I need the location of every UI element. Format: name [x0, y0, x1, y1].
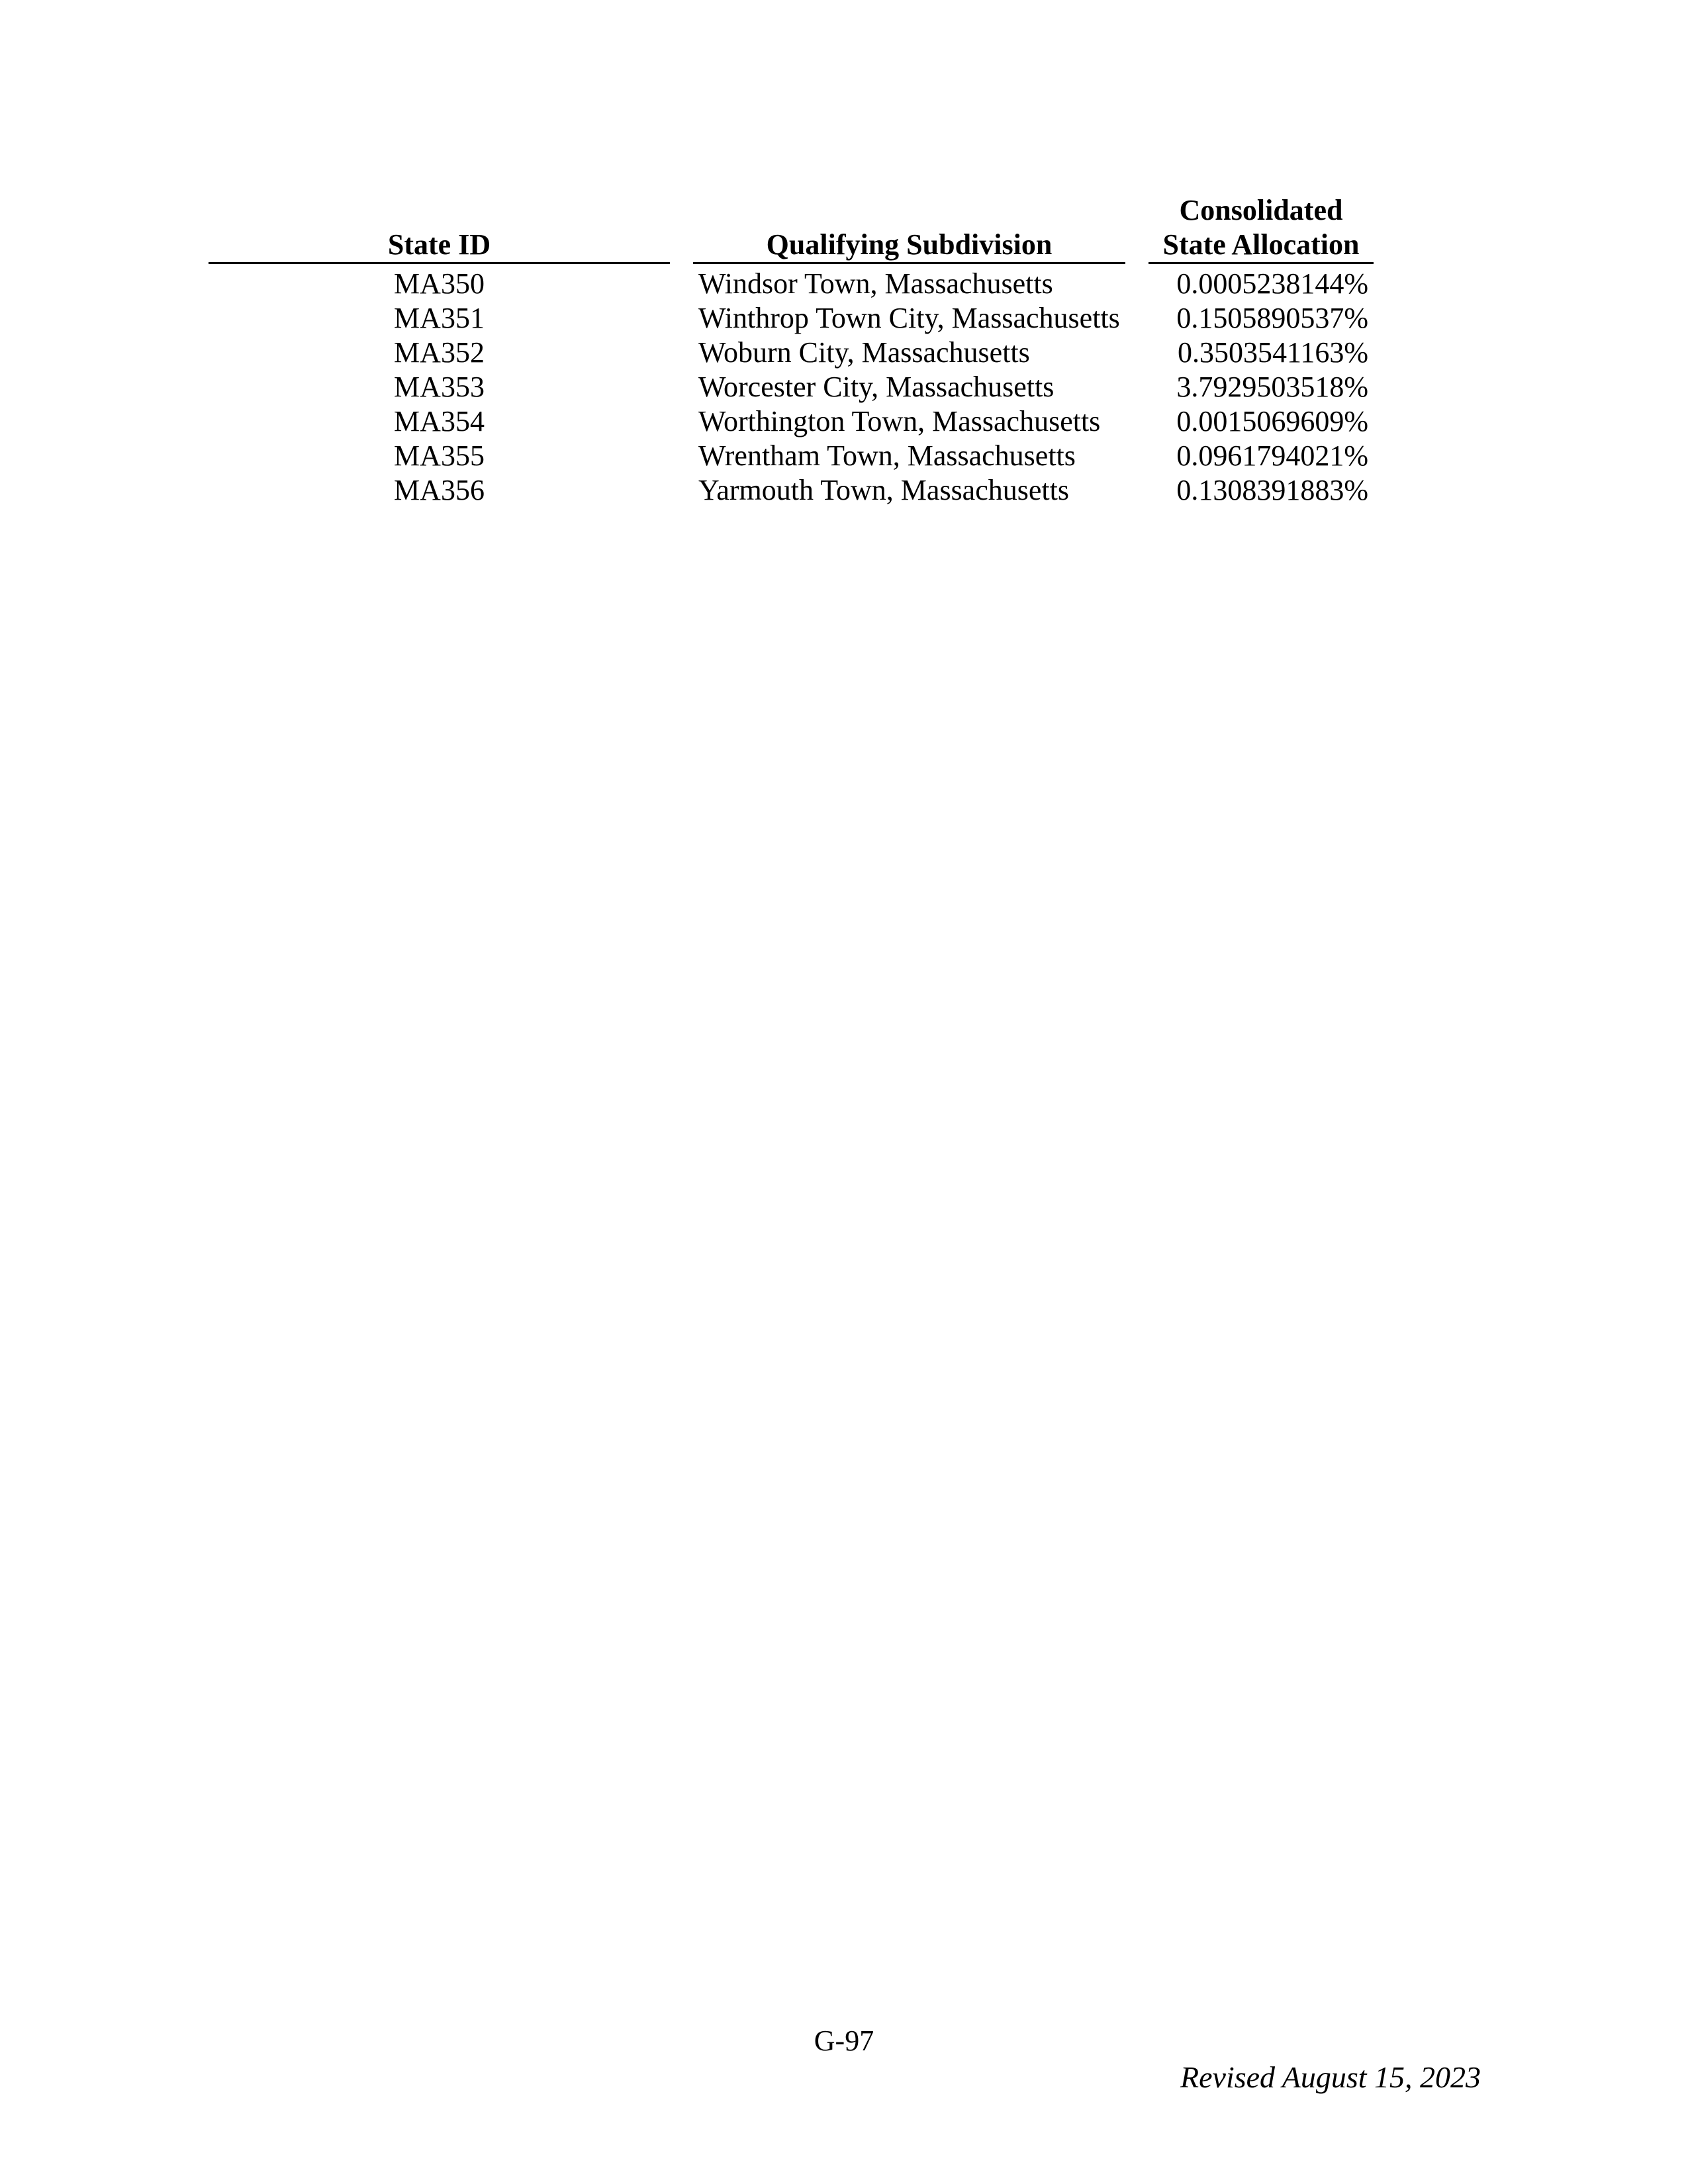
subdivision-cell: Woburn City, Massachusetts	[698, 336, 1030, 369]
allocation-cell: 0.0015069609%	[1176, 405, 1368, 437]
page-number: G-97	[814, 2025, 874, 2057]
state-id-cell: MA356	[394, 474, 485, 506]
table-row	[209, 404, 1374, 439]
table-row	[209, 370, 1374, 404]
state-id-cell: MA352	[394, 336, 485, 369]
subdivision-cell: Wrentham Town, Massachusetts	[698, 439, 1076, 472]
table-row	[209, 264, 1374, 301]
table-row	[209, 336, 1374, 370]
subdivision-cell: Worcester City, Massachusetts	[698, 371, 1055, 403]
subdivision-cell: Winthrop Town City, Massachusetts	[698, 302, 1120, 334]
allocation-table	[209, 193, 1374, 508]
allocation-cell: 0.1308391883%	[1176, 474, 1368, 506]
header-state-id: State ID	[209, 193, 670, 264]
state-id-cell: MA355	[394, 439, 485, 472]
header-allocation-line1: Consolidated	[1179, 194, 1343, 226]
header-qualifying-subdivision: Qualifying Subdivision	[693, 193, 1125, 264]
allocation-table-container	[209, 193, 1374, 508]
subdivision-cell: Worthington Town, Massachusetts	[698, 405, 1101, 437]
state-id-cell: MA354	[394, 405, 485, 437]
revised-date: Revised August 15, 2023	[1180, 2060, 1481, 2094]
table-row	[209, 473, 1374, 508]
allocation-cell: 0.0005238144%	[1176, 267, 1368, 300]
state-id-cell: MA351	[394, 302, 485, 334]
table-row	[209, 439, 1374, 473]
state-id-cell: MA350	[394, 267, 485, 300]
allocation-cell: 0.0961794021%	[1176, 439, 1368, 472]
header-allocation-line2: State Allocation	[1162, 228, 1360, 261]
allocation-cell: 0.1505890537%	[1176, 302, 1368, 334]
header-consolidated-state-allocation	[1149, 193, 1374, 264]
allocation-cell: 3.7929503518%	[1176, 371, 1368, 403]
table-header-row	[209, 193, 1374, 264]
allocation-cell: 0.3503541163%	[1177, 336, 1368, 369]
subdivision-cell: Yarmouth Town, Massachusetts	[698, 474, 1069, 506]
subdivision-cell: Windsor Town, Massachusetts	[698, 267, 1053, 300]
table-row	[209, 301, 1374, 336]
state-id-cell: MA353	[394, 371, 485, 403]
